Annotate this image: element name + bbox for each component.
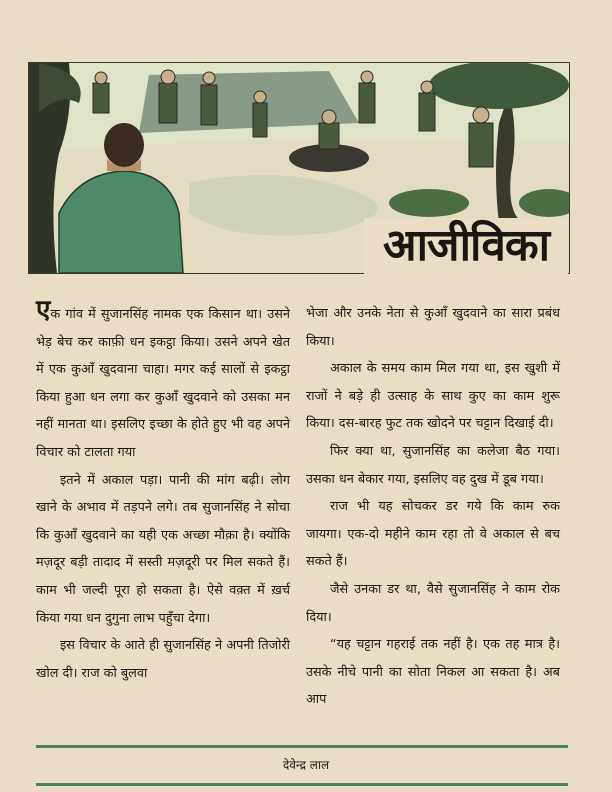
paragraph: इतने में अकाल पड़ा। पानी की मांग बढ़ी। लोग खाने के अभाव में तड़पने लगे। तब सुजानसिंह ने सोचा कि कुआँ खुदवाने का यही एक अच्छा मौक़ा है। क्योंकि मज़दूर बड़ी तादाद में सस्ती मज़दूरी पर मिल सकते हैं। काम भी जल्दी पूरा हो सकता है। ऐसे वक़्त में ख़र्च किया गया धन दुगुना लाभ पहुँचा देगा। <box>36 472 290 626</box>
paragraph <box>36 295 290 467</box>
story-title <box>364 218 568 274</box>
paragraph-text: क गांव में सुजानसिंह नामक एक किसान था। उसने भेड़ बेच कर काफ़ी धन इकट्ठा किया। उसने अपने खेत में एक कुआँ खुदवाना चाहा। मगर कई सालों से इकट्ठा किया हुआ धन लगा कर कुआँ खुदवाने को उसका मन नहीं मानता था। इसलिए इच्छा के होते हुए भी वह अपने विचार को टालता गया <box>36 307 290 460</box>
paragraph: अकाल के समय काम मिल गया था, इस खुशी में राजों ने बड़े ही उत्साह के साथ कुए का काम शुरू किया। दस-बारह फुट तक खोदने पर चट्टान दिखाई दी। <box>306 361 560 432</box>
author-name: देवेन्द्र लाल <box>282 758 330 772</box>
dropcap: ए <box>36 295 51 325</box>
paragraph: इस विचार के आते ही सुजानसिंह ने अपनी तिजोरी खोल दी। राज को बुलवा <box>36 638 290 681</box>
paragraph: फिर क्या था, सुजानसिंह का कलेजा बैठ गया। उसका धन बेकार गया, इसलिए वह दुख में डूब गया। <box>306 443 560 487</box>
paragraph: “यह चट्टान गहराई तक नहीं है। एक तह मात्र है। उसके नीचे पानी का सोता निकल आ सकता है। अब आप <box>306 637 560 708</box>
left-column <box>36 295 290 687</box>
paragraph: भेजा और उनके नेता से कुआँ खुदवाने का सारा प्रबंध किया। <box>306 306 560 349</box>
paragraph: जैसे उनका डर था, वैसे सुजानसिंह ने काम रोक दिया। <box>306 581 560 625</box>
footer-rule-top <box>36 745 568 748</box>
story-title-text: आजीविका <box>382 220 550 271</box>
footer-rule-bottom <box>36 783 568 786</box>
right-column <box>306 300 560 714</box>
paragraph: राज भी यह सोचकर डर गये कि काम रुक जायगा। एक-दो महीने काम रहा तो वे अकाल से बच सकते हैं। <box>306 499 560 570</box>
